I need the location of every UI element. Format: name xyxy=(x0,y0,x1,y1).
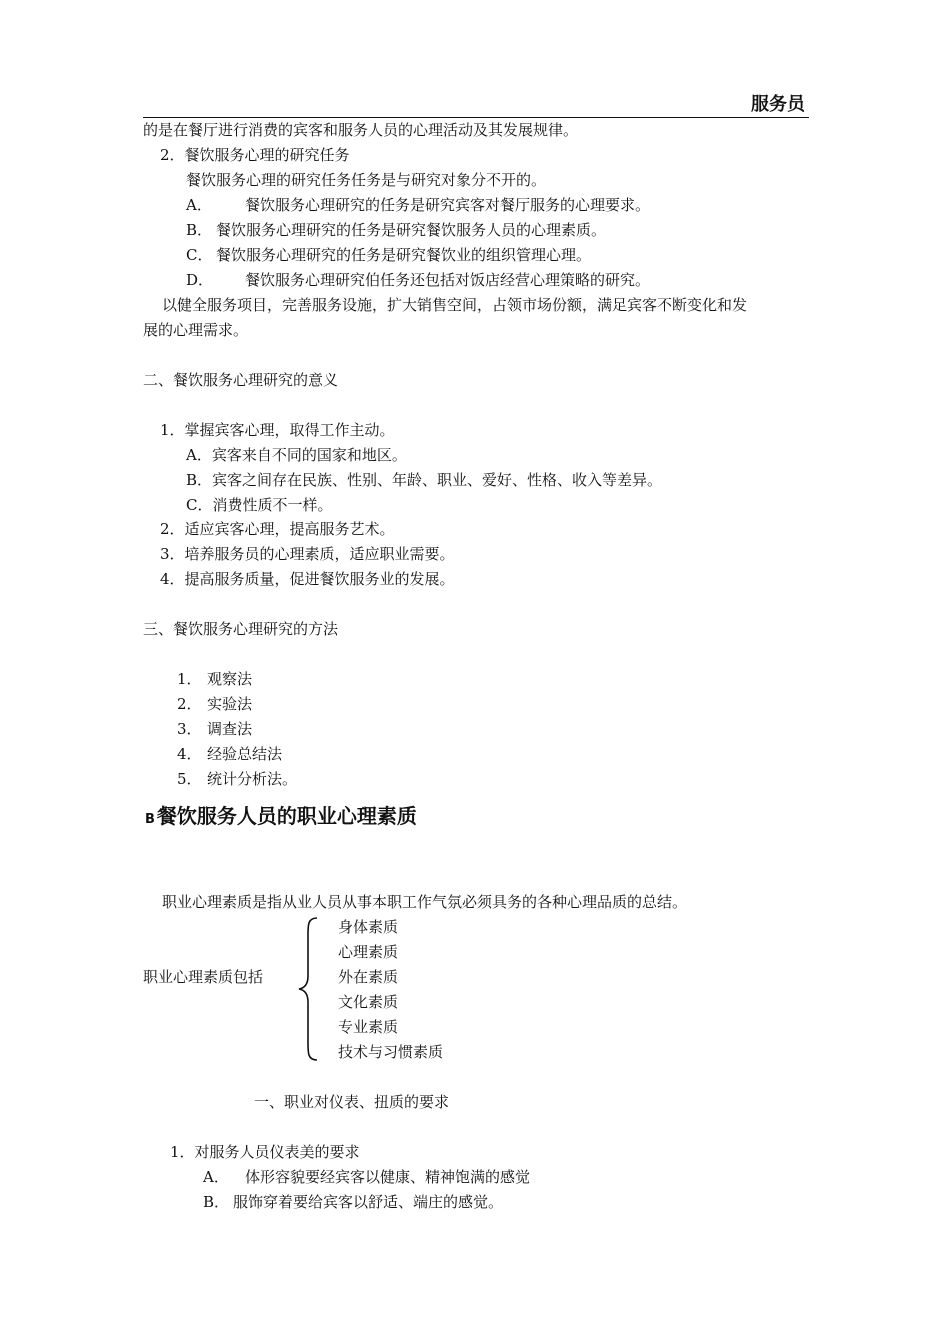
intro-line: 的是在餐厅进行消费的宾客和服务人员的心理活动及其发展规律。 xyxy=(143,121,579,139)
task-c-label: C． xyxy=(186,246,213,264)
list-item: 1．掌握宾客心理，取得工作主动。 xyxy=(160,421,395,439)
task-c-text: 餐饮服务心理研究的任务是研究餐饮业的组织管理心理。 xyxy=(216,246,592,264)
method-num: 1． xyxy=(177,670,202,688)
list-item: B．宾客之间存在民族、性别、年龄、职业、爱好、性格、收入等差异。 xyxy=(186,471,663,489)
quality-item: 专业素质 xyxy=(338,1018,399,1036)
requirement-a-text: 体形容貌要经宾客以健康、精神饱满的感觉 xyxy=(245,1168,531,1186)
definition-line: 职业心理素质是指从业人员从事本职工作气氛必须具务的各种心理品质的总结。 xyxy=(162,893,688,911)
method-text: 观察法 xyxy=(207,670,253,688)
chapter-prefix: B xyxy=(145,812,155,827)
header-title: 服务员 xyxy=(751,94,805,115)
method-num: 3． xyxy=(177,720,202,738)
chapter-title: 餐饮服务人员的职业心理素质 xyxy=(156,804,417,828)
list-item: 3．培养服务员的心理素质，适应职业需要。 xyxy=(160,545,455,563)
paragraph-line-2: 展的心理需求。 xyxy=(143,321,249,339)
method-text: 统计分析法。 xyxy=(207,770,298,788)
method-text: 调查法 xyxy=(207,720,253,738)
quality-item: 心理素质 xyxy=(338,943,399,961)
section2-title: 二、餐饮服务心理研究的意义 xyxy=(143,371,339,389)
method-num: 4． xyxy=(177,745,202,763)
requirement-b-label: B． xyxy=(203,1193,230,1211)
list-item: A．宾客来自不同的国家和地区。 xyxy=(186,446,407,464)
list-item: C．消费性质不一样。 xyxy=(186,496,333,514)
paragraph-line-1: 以健全服务项目，完善服务设施，扩大销售空间，占领市场份额，满足宾客不断变化和发 xyxy=(162,296,748,314)
brace-label: 职业心理素质包括 xyxy=(143,968,264,986)
task-b-text: 餐饮服务心理研究的任务是研究餐饮服务人员的心理素质。 xyxy=(216,221,607,239)
method-text: 经验总结法 xyxy=(207,745,283,763)
quality-item: 技术与习惯素质 xyxy=(338,1043,444,1061)
method-num: 2． xyxy=(177,695,202,713)
curly-brace-icon xyxy=(297,916,323,1062)
list-item: 2．适应宾客心理，提高服务艺术。 xyxy=(160,520,395,538)
method-num: 5． xyxy=(177,770,202,788)
requirement-a-label: A． xyxy=(203,1168,229,1186)
sub-section-title: 一、职业对仪表、扭质的要求 xyxy=(254,1093,450,1111)
item2-title: 2．餐饮服务心理的研究任务 xyxy=(160,146,350,164)
task-d-text: 餐饮服务心理研究伯任务还包括对饭店经营心理策略的研究。 xyxy=(245,271,651,289)
quality-item: 外在素质 xyxy=(338,968,399,986)
section3-title: 三、餐饮服务心理研究的方法 xyxy=(143,620,339,638)
chapter-heading xyxy=(145,802,417,834)
method-text: 实验法 xyxy=(207,695,253,713)
task-a-label: A． xyxy=(186,196,212,214)
header-rule xyxy=(143,117,809,118)
task-b-label: B． xyxy=(186,221,213,239)
requirement-title: 1．对服务人员仪表美的要求 xyxy=(170,1143,360,1161)
quality-item: 文化素质 xyxy=(338,993,399,1011)
quality-item: 身体素质 xyxy=(338,918,399,936)
requirement-b-text: 服饰穿着要给宾客以舒适、端庄的感觉。 xyxy=(233,1193,504,1211)
item2-desc: 餐饮服务心理的研究任务任务是与研究对象分不开的。 xyxy=(186,171,547,189)
list-item: 4．提高服务质量，促进餐饮服务业的发展。 xyxy=(160,570,455,588)
task-a-text: 餐饮服务心理研究的任务是研究宾客对餐厅服务的心理要求。 xyxy=(245,196,651,214)
task-d-label: D． xyxy=(186,271,214,289)
